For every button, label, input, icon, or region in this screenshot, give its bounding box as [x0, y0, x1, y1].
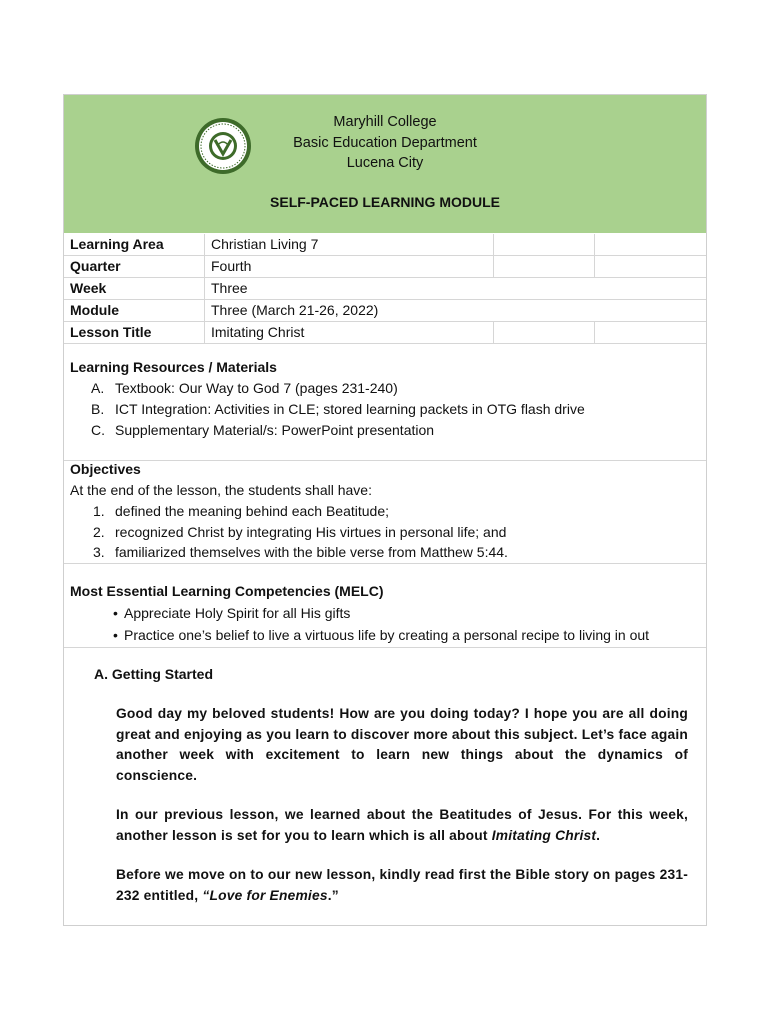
bullet-icon: •: [113, 627, 118, 643]
info-row: [64, 300, 706, 322]
module-page: [63, 94, 707, 926]
info-value: Three (March 21-26, 2022): [211, 302, 379, 318]
objectives-heading: Objectives: [70, 461, 141, 477]
list-marker: 1.: [93, 503, 105, 519]
module-title: SELF-PACED LEARNING MODULE: [270, 194, 500, 210]
info-label: Learning Area: [70, 236, 164, 252]
info-row: [64, 278, 706, 300]
list-item: ICT Integration: Activities in CLE; stored learning packets in OTG flash drive: [115, 401, 585, 417]
info-label: Quarter: [70, 258, 121, 274]
paragraph: [116, 865, 688, 906]
list-item: Supplementary Material/s: PowerPoint presentation: [115, 422, 435, 438]
section-divider: [64, 563, 706, 564]
info-value: Imitating Christ: [211, 324, 305, 340]
department-name: Basic Education Department: [293, 135, 477, 151]
bullet-icon: •: [113, 605, 118, 621]
info-label: Week: [70, 280, 107, 296]
section-divider: [64, 460, 706, 461]
paragraph-text: .”: [327, 887, 339, 903]
info-row: [64, 256, 706, 278]
paragraph-text: In our previous lesson, we learned about the Beatitudes of Jesus. For this week, another lesson is set for you to learn which is all about: [116, 807, 688, 843]
info-value: Christian Living 7: [211, 236, 319, 252]
info-label: Lesson Title: [70, 324, 152, 340]
list-marker: 3.: [93, 544, 105, 560]
list-marker: A.: [91, 380, 105, 396]
list-item: familiarized themselves with the bible verse from Matthew 5:44.: [115, 544, 508, 560]
objectives-intro: At the end of the lesson, the students shall have:: [70, 482, 372, 498]
paragraph: [116, 805, 688, 846]
paragraph: Good day my beloved students! How are you doing today? I hope you are all doing great and enjoying as you learn to discover more about this subject. Let’s face again another week with excitement to learn new things about the dynamics of conscience.: [116, 706, 688, 783]
list-item: Appreciate Holy Spirit for all His gifts: [124, 605, 351, 621]
school-name: Maryhill College: [333, 114, 437, 130]
list-marker: C.: [91, 422, 105, 438]
info-value: Three: [211, 280, 248, 296]
info-row: [64, 322, 706, 344]
paragraph-text: Before we move on to our new lesson, kindly read first the Bible story on pages 231-232 entitled,: [116, 867, 688, 903]
info-value: Fourth: [211, 258, 252, 274]
info-table: [64, 234, 706, 344]
section-divider: [64, 647, 706, 648]
info-label: Module: [70, 302, 119, 318]
list-item: Textbook: Our Way to God 7 (pages 231-240): [115, 380, 398, 396]
lesson-title-emphasis: Imitating Christ: [491, 827, 597, 843]
city-name: Lucena City: [346, 155, 424, 171]
list-item: defined the meaning behind each Beatitude;: [115, 503, 389, 519]
melc-heading: Most Essential Learning Competencies (MELC): [70, 583, 384, 599]
info-row: [64, 234, 706, 256]
list-item: recognized Christ by integrating His virtues in personal life; and: [115, 524, 507, 540]
getting-started-heading: A. Getting Started: [94, 666, 214, 682]
list-marker: 2.: [93, 524, 105, 540]
story-title-emphasis: “Love for Enemies: [202, 887, 328, 903]
resources-heading: Learning Resources / Materials: [70, 359, 277, 375]
list-marker: B.: [91, 401, 105, 417]
paragraph-text: .: [596, 827, 601, 843]
list-item: Practice one’s belief to live a virtuous life by creating a personal recipe to living in out: [124, 627, 650, 643]
module-header: [64, 95, 706, 233]
